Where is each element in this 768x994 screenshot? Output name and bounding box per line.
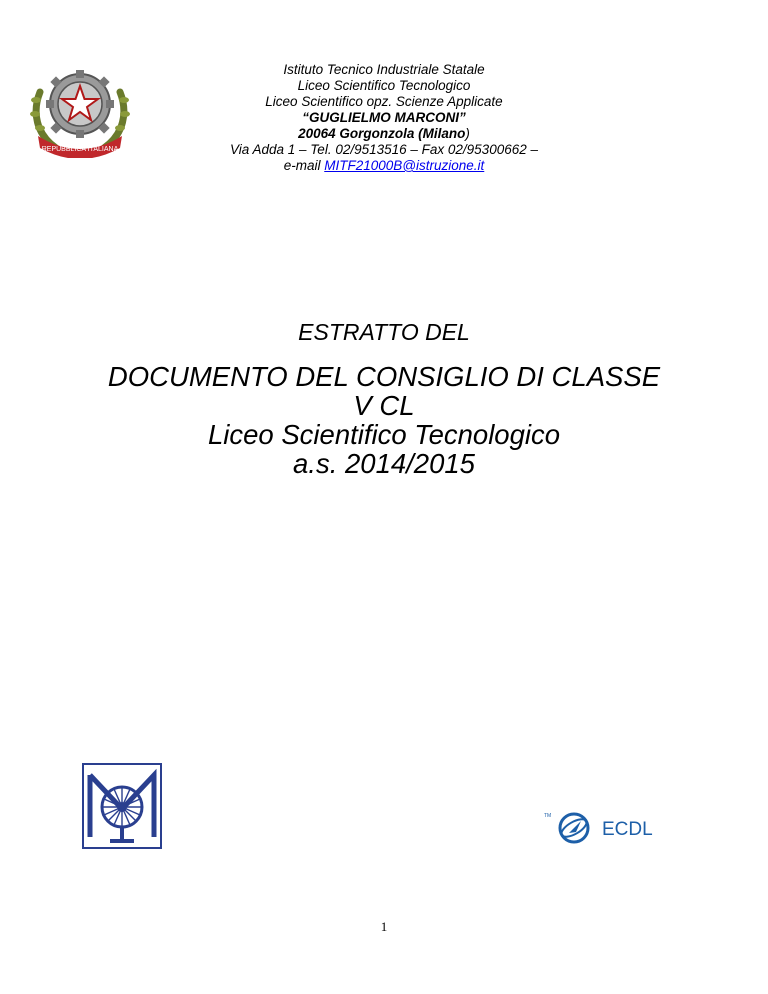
document-school-year: a.s. 2014/2015 (293, 448, 475, 479)
header-line-institute: Istituto Tecnico Industriale Statale (283, 62, 485, 77)
institution-header (180, 62, 588, 174)
marconi-monogram-logo-icon (82, 763, 162, 849)
header-address: Via Adda 1 – Tel. 02/9513516 – Fax 02/95300662 – (229, 142, 538, 157)
header-city (180, 126, 588, 142)
page-number: 1 (380, 919, 388, 934)
school-name: “GUGLIELMO MARCONI” (302, 110, 466, 125)
city-bold: 20064 Gorgonzola (Milano (298, 126, 466, 141)
repubblica-italiana-emblem-icon (22, 62, 138, 158)
document-course: Liceo Scientifico Tecnologico (207, 419, 561, 450)
ecdl-text: ECDL (602, 819, 653, 840)
header-email-line (180, 158, 588, 174)
document-title: DOCUMENTO DEL CONSIGLIO DI CLASSE (107, 361, 661, 392)
header-line-liceo: Liceo Scientifico Tecnologico (297, 78, 471, 93)
email-link[interactable]: MITF21000B@istruzione.it (324, 158, 485, 173)
document-title-block (0, 362, 768, 478)
header-line-liceo-opz: Liceo Scientifico opz. Scienze Applicate (265, 94, 503, 109)
svg-text:REPUBBLICA ITALIANA: REPUBBLICA ITALIANA (41, 146, 119, 153)
city-close: ) (465, 126, 470, 141)
ecdl-logo-icon (542, 808, 672, 848)
document-subtitle: ESTRATTO DEL (298, 319, 470, 345)
ecdl-tm: TM (544, 813, 552, 819)
email-prefix: e-mail (283, 158, 325, 173)
document-class: V CL (353, 390, 415, 421)
